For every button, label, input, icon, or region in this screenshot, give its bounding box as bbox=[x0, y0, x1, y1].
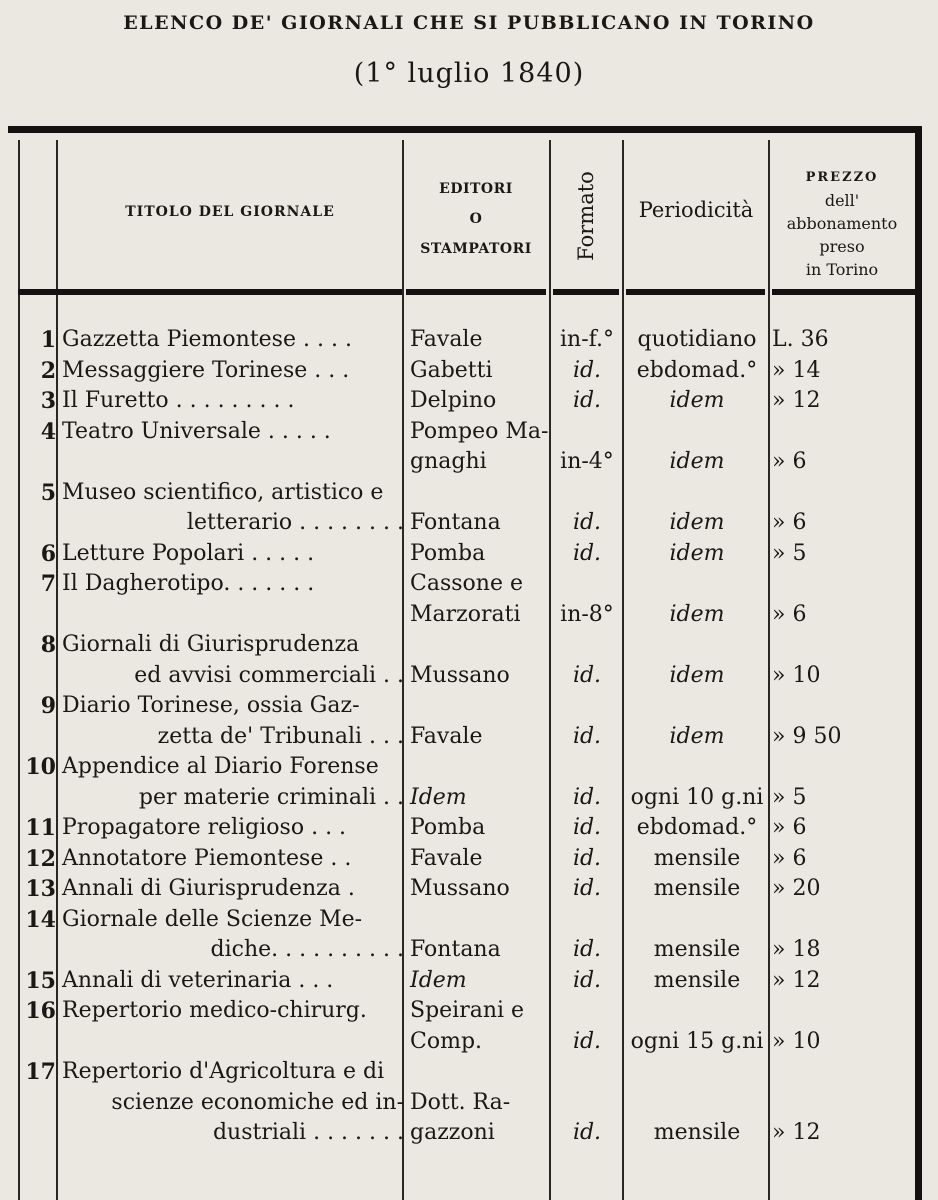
row-title: Giornali di Giurisprudenza bbox=[62, 632, 360, 657]
row-price: » 5 bbox=[772, 784, 807, 810]
row-editor: Delpino bbox=[410, 388, 497, 413]
row-editor: Gabetti bbox=[410, 357, 493, 383]
row-title: Letture Popolari . . . . . bbox=[62, 540, 315, 566]
row-number: 5 bbox=[40, 479, 56, 506]
row-periodicity: idem bbox=[669, 510, 725, 535]
row-periodicity: idem bbox=[669, 540, 725, 566]
row-title: Repertorio d'Agricoltura e di bbox=[62, 1059, 385, 1084]
row-periodicity: mensile bbox=[653, 845, 741, 871]
row-editor: Favale bbox=[410, 845, 483, 871]
row-editor: gazzoni bbox=[410, 1120, 495, 1145]
table-row bbox=[0, 1057, 938, 1149]
header-separator bbox=[553, 289, 619, 295]
row-number: 13 bbox=[25, 876, 56, 902]
header-titolo: TITOLO DEL GIORNALE bbox=[125, 204, 335, 220]
table-row bbox=[0, 844, 938, 875]
row-title: Museo scientifico, artistico e bbox=[62, 479, 384, 505]
row-title: letterario . . . . . . . . bbox=[186, 510, 404, 535]
row-periodicity: ebdomad.° bbox=[636, 815, 758, 840]
row-format: id. bbox=[572, 357, 602, 383]
row-format: id. bbox=[572, 1120, 602, 1145]
table-row bbox=[0, 356, 938, 387]
row-price: » 10 bbox=[772, 662, 821, 688]
row-price: » 12 bbox=[772, 1120, 821, 1145]
header-editori-line: EDITORI bbox=[439, 181, 513, 197]
header-prezzo-line: in Torino bbox=[805, 260, 879, 279]
header-periodicita: Periodicità bbox=[638, 198, 754, 222]
row-title: Il Dagherotipo. . . . . . . bbox=[62, 571, 315, 596]
row-format: id. bbox=[572, 937, 602, 962]
row-title: per materie criminali . . bbox=[138, 784, 404, 810]
row-number: 15 bbox=[25, 967, 56, 994]
row-price: » 18 bbox=[772, 937, 821, 962]
row-number: 8 bbox=[40, 632, 56, 658]
header-separator bbox=[626, 289, 765, 295]
header-prezzo-line: dell' bbox=[824, 191, 860, 210]
row-periodicity: idem bbox=[669, 601, 725, 627]
row-format: in-4° bbox=[560, 449, 614, 474]
row-title: Annotatore Piemontese . . bbox=[62, 845, 352, 871]
row-price: » 12 bbox=[772, 388, 821, 413]
row-periodicity: quotidiano bbox=[637, 327, 757, 352]
header-formato bbox=[551, 146, 621, 286]
header-separator bbox=[772, 289, 915, 295]
row-editor: Favale bbox=[410, 327, 483, 352]
row-periodicity: mensile bbox=[653, 1120, 741, 1145]
row-title: Giornale delle Scienze Me- bbox=[62, 906, 363, 932]
table-row bbox=[0, 417, 938, 478]
row-format: id. bbox=[572, 662, 602, 688]
header-editori-line: O bbox=[469, 211, 483, 227]
row-format: id. bbox=[572, 967, 602, 993]
row-periodicity: idem bbox=[669, 388, 725, 413]
row-price: » 6 bbox=[772, 845, 807, 871]
row-title: Il Furetto . . . . . . . . . bbox=[62, 388, 295, 413]
header-editori bbox=[404, 174, 548, 264]
row-format: id. bbox=[572, 784, 602, 810]
row-editor: Cassone e bbox=[410, 571, 523, 596]
row-editor: Favale bbox=[410, 723, 483, 749]
row-format: id. bbox=[572, 845, 602, 871]
row-editor: Dott. Ra- bbox=[410, 1089, 511, 1115]
row-format: in-f.° bbox=[560, 327, 614, 352]
page-title: ELENCO DE' GIORNALI CHE SI PUBBLICANO IN TORINO bbox=[123, 12, 815, 34]
row-title: Gazzetta Piemontese . . . . bbox=[62, 327, 352, 352]
table-row bbox=[0, 752, 938, 813]
row-number: 6 bbox=[40, 540, 56, 567]
row-periodicity: mensile bbox=[653, 876, 741, 901]
row-number: 2 bbox=[40, 357, 56, 384]
row-number: 17 bbox=[25, 1059, 56, 1085]
row-title: Propagatore religioso . . . bbox=[62, 815, 347, 840]
row-periodicity: idem bbox=[669, 723, 725, 749]
row-number: 9 bbox=[40, 693, 56, 719]
row-title: Diario Torinese, ossia Gaz- bbox=[62, 693, 360, 718]
row-editor: Idem bbox=[410, 967, 467, 993]
table-row bbox=[0, 386, 938, 417]
row-title: diche. . . . . . . . . . bbox=[210, 937, 404, 962]
row-editor: Marzorati bbox=[410, 601, 521, 627]
row-number: 4 bbox=[40, 418, 56, 445]
row-title: Teatro Universale . . . . . bbox=[62, 418, 331, 444]
header-prezzo bbox=[770, 166, 914, 281]
row-periodicity: ogni 15 g.ni bbox=[630, 1028, 764, 1054]
row-periodicity: ebdomad.° bbox=[636, 357, 758, 383]
table-row bbox=[0, 874, 938, 905]
row-title: dustriali . . . . . . . bbox=[212, 1120, 404, 1145]
table-row bbox=[0, 691, 938, 752]
row-number: 7 bbox=[40, 571, 56, 597]
row-title: Repertorio medico-chirurg. bbox=[62, 998, 367, 1023]
row-editor: Speirani e bbox=[410, 998, 525, 1023]
header-prezzo-line: PREZZO bbox=[805, 170, 879, 185]
row-price: L. 36 bbox=[772, 327, 829, 352]
table-row bbox=[0, 478, 938, 539]
row-price: » 6 bbox=[772, 601, 807, 627]
row-title: zetta de' Tribunali . . . bbox=[157, 723, 404, 749]
row-periodicity: idem bbox=[669, 449, 725, 474]
row-editor: Comp. bbox=[410, 1028, 483, 1054]
row-editor: Idem bbox=[410, 784, 467, 810]
row-periodicity: mensile bbox=[653, 967, 741, 993]
row-title: Annali di Giurisprudenza . bbox=[62, 876, 355, 901]
row-title: scienze economiche ed in- bbox=[111, 1089, 404, 1115]
row-format: in-8° bbox=[560, 601, 614, 627]
row-editor: Mussano bbox=[410, 662, 510, 688]
row-editor: Fontana bbox=[410, 937, 501, 962]
row-price: » 12 bbox=[772, 967, 821, 993]
row-number: 14 bbox=[25, 906, 56, 933]
row-price: » 6 bbox=[772, 815, 807, 840]
header-editori-line: STAMPATORI bbox=[420, 241, 532, 257]
table-row bbox=[0, 539, 938, 570]
table-row bbox=[0, 996, 938, 1057]
row-editor: Mussano bbox=[410, 876, 510, 901]
row-format: id. bbox=[572, 876, 602, 901]
row-price: » 14 bbox=[772, 357, 821, 383]
table-row bbox=[0, 813, 938, 844]
table-row bbox=[0, 569, 938, 630]
row-price: » 20 bbox=[772, 876, 821, 901]
table-row bbox=[0, 325, 938, 356]
row-format: id. bbox=[572, 510, 602, 535]
row-format: id. bbox=[572, 1028, 602, 1054]
row-price: » 6 bbox=[772, 510, 807, 535]
header-prezzo-line: abbonamento bbox=[786, 214, 898, 233]
row-editor: Pompeo Ma- bbox=[410, 418, 549, 444]
row-price: » 10 bbox=[772, 1028, 821, 1054]
row-format: id. bbox=[572, 388, 602, 413]
row-price: » 9 50 bbox=[772, 723, 842, 749]
row-number: 1 bbox=[40, 327, 56, 353]
header-prezzo-line: preso bbox=[819, 237, 865, 256]
row-format: id. bbox=[572, 540, 602, 566]
row-price: » 5 bbox=[772, 540, 807, 566]
row-periodicity: mensile bbox=[653, 937, 741, 962]
row-title: Annali di veterinaria . . . bbox=[62, 967, 334, 993]
row-editor: Fontana bbox=[410, 510, 501, 535]
header-formato-label: Formato bbox=[574, 171, 598, 261]
row-title: Messaggiere Torinese . . . bbox=[62, 357, 350, 383]
row-periodicity: idem bbox=[669, 662, 725, 688]
row-price: » 6 bbox=[772, 449, 807, 474]
row-title: Appendice al Diario Forense bbox=[62, 754, 379, 779]
row-editor: gnaghi bbox=[410, 449, 487, 474]
row-number: 11 bbox=[25, 815, 56, 841]
row-number: 12 bbox=[25, 845, 56, 872]
header-separator bbox=[18, 289, 402, 295]
row-number: 3 bbox=[40, 388, 56, 414]
header-separator bbox=[406, 289, 546, 295]
row-number: 10 bbox=[25, 754, 56, 780]
table-row bbox=[0, 630, 938, 691]
row-format: id. bbox=[572, 815, 602, 840]
table-top-border bbox=[8, 126, 922, 133]
row-editor: Pomba bbox=[410, 815, 486, 840]
row-periodicity: ogni 10 g.ni bbox=[630, 784, 764, 810]
row-title: ed avvisi commerciali . . bbox=[134, 662, 404, 688]
table-row bbox=[0, 905, 938, 966]
table-row bbox=[0, 966, 938, 997]
page-subtitle: (1° luglio 1840) bbox=[353, 58, 585, 89]
row-number: 16 bbox=[25, 998, 56, 1024]
row-editor: Pomba bbox=[410, 540, 486, 566]
row-format: id. bbox=[572, 723, 602, 749]
